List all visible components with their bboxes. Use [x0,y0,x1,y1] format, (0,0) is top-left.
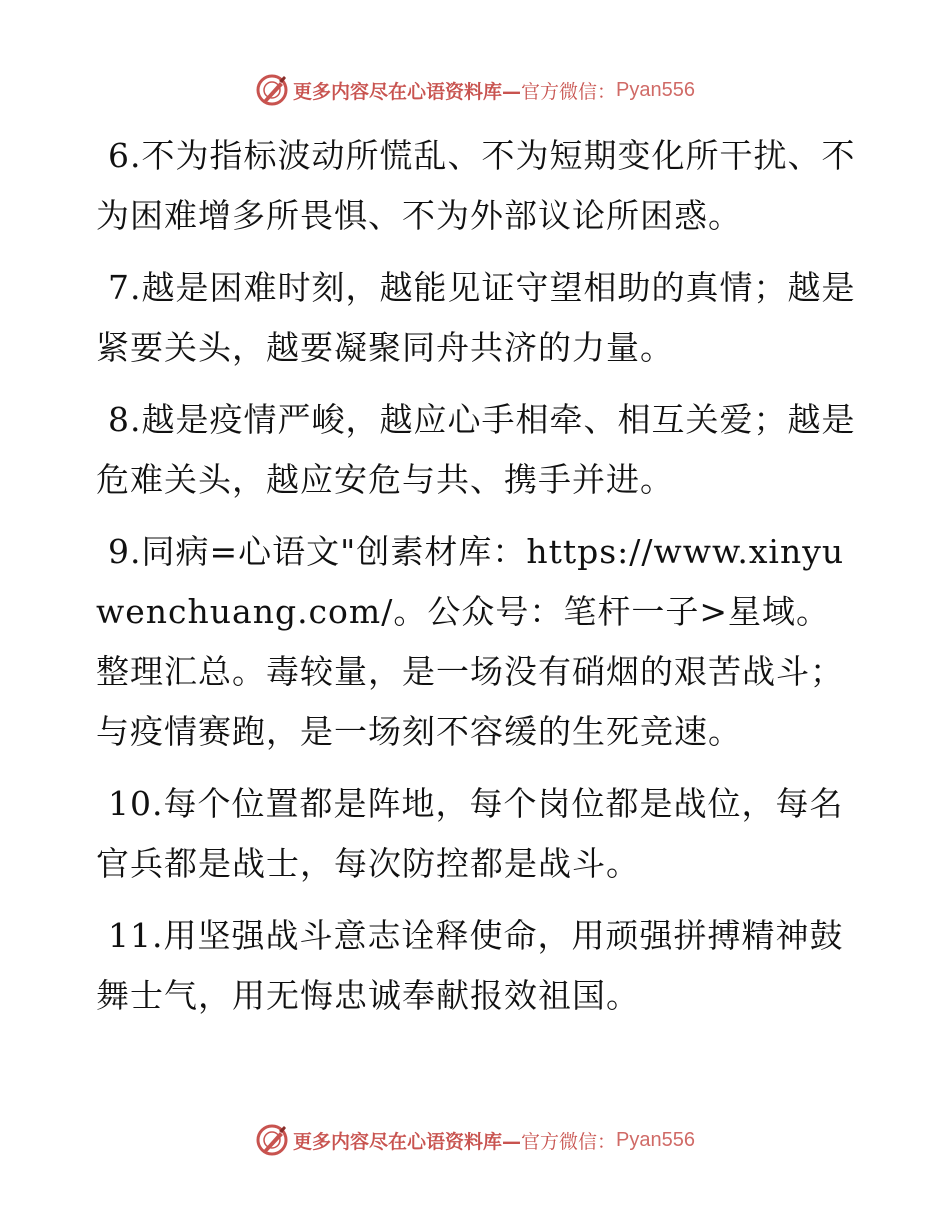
paragraph-7: 7.越是困难时刻，越能见证守望相助的真情；越是紧要关头，越要凝聚同舟共济的力量。 [96,268,856,367]
header-wechat-id: Pyan556 [616,78,695,101]
footer-wechat-id: Pyan556 [616,1128,695,1151]
document-body [96,126,856,1038]
paragraph-9: 9.同病=心语文"创素材库：https://www.xinyuwenchuang.com/。公众号：笔杆一子>星域。整理汇总。毒较量，是一场没有硝烟的艰苦战斗；与疫情赛跑，是一场刻不容缓的生死竞速。 [96,532,845,751]
header-wechat-label: 官方微信： [521,80,617,103]
paragraph-8: 8.越是疫情严峻，越应心手相牵、相互关爱；越是危难关头，越应安危与共、携手并进。 [96,400,856,499]
pen-logo-icon [255,73,289,107]
pen-logo-icon [255,1123,289,1157]
footer-banner [0,1120,950,1160]
paragraph-6: 6.不为指标波动所慌乱、不为短期变化所干扰、不为困难增多所畏惧、不为外部议论所困惑。 [96,136,856,235]
header-banner [0,70,950,110]
header-banner-text: 更多内容尽在心语资料库— [293,80,522,103]
paragraph-11: 11.用坚强战斗意志诠释使命，用顽强拼搏精神鼓舞士气，用无悔忠诚奉献报效祖国。 [96,916,844,1015]
footer-wechat-label: 官方微信： [521,1130,617,1153]
paragraph-10: 10.每个位置都是阵地，每个岗位都是战位，每名官兵都是战士，每次防控都是战斗。 [96,784,844,883]
footer-banner-text: 更多内容尽在心语资料库— [293,1130,522,1153]
